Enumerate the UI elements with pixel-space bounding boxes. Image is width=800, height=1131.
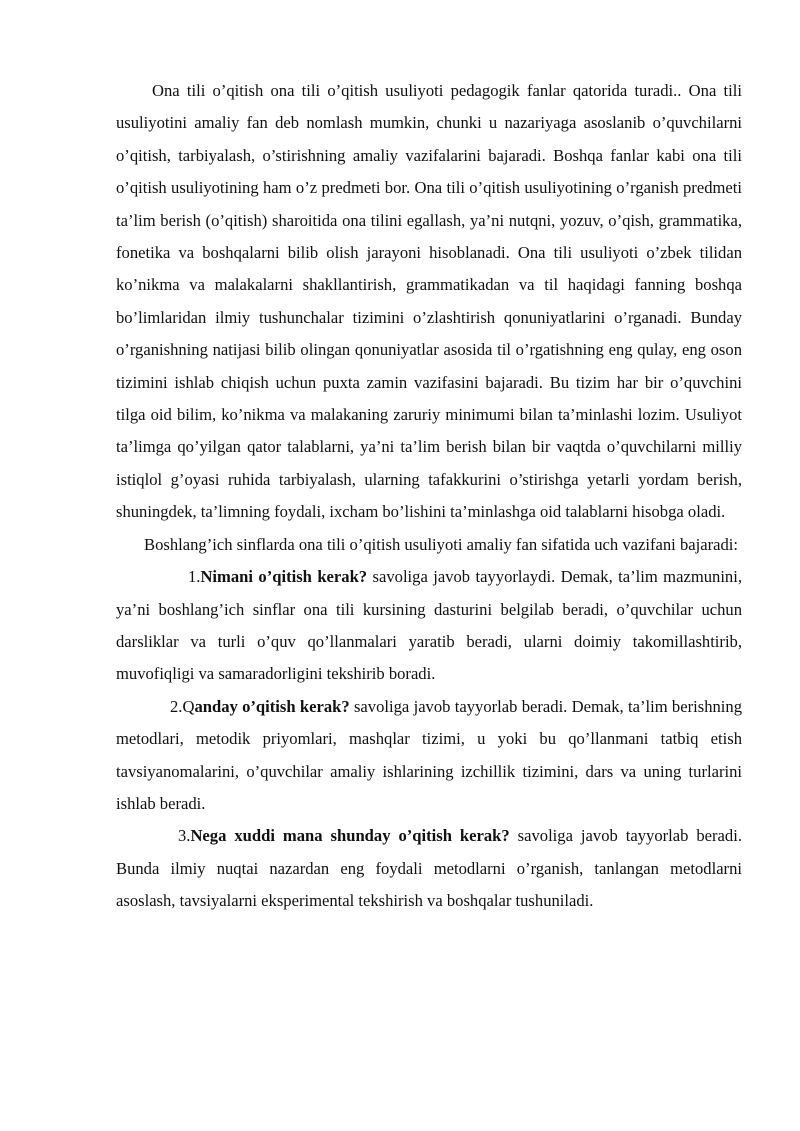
task-number-2: 2.Q [170, 696, 195, 716]
task-number-3: 3. [178, 826, 191, 846]
task-item-2 [116, 691, 742, 821]
task-text-2: savoliga javob tayyorlab beradi. Demak, ta’lim berishning metodlari, metodik priyomlari, mashqlar tizimi, u yoki bu qo’llanmani tatbiq etish tavsiyanomalarini, o’quvchilar amaliy ishlarining izchillik tizimini, dars va uning turlarini ishlab beradi. [116, 696, 742, 813]
tasks-intro-paragraph: Boshlang’ich sinflarda ona tili o’qitish usuliyoti amaliy fan sifatida uch vazifani bajaradi: [144, 534, 738, 554]
task-question-2: anday o’qitish kerak? [194, 696, 350, 716]
intro-paragraph: Ona tili o’qitish ona tili o’qitish usuliyoti pedagogik fanlar qatorida turadi.. Ona tili usuliyotini amaliy fan deb nomlash mumkin, chunki u nazariyaga asoslanib o’quvchilarni o’qitish, tarbiyalash, o’stirishning amaliy vazifalarini bajaradi. Boshqa fanlar kabi ona tili o’qitish usuliyotining ham o’z predmeti bor. Ona tili o’qitish usuliyotining o’rganish predmeti ta’lim berish (o’qitish) sharoitida ona tilini egallash, ya’ni nutqni, yozuv, o’qish, grammatika, fonetika va boshqalarni bilib olish jarayoni hisoblanadi. Ona tili usuliyoti o’zbek tilidan ko’nikma va malakalarni shakllantirish, grammatikadan va til haqidagi fanning boshqa bo’limlaridan ilmiy tushunchalar tizimini o’zlashtirish qonuniyatlarini o’rganadi. Bunday o’rganishning natijasi bilib olingan qonuniyatlar asosida til o’rgatishning eng qulay, eng oson tizimini ishlab chiqish uchun puxta zamin vazifasini bajaradi. Bu tizim har bir o’quvchini tilga oid bilim, ko’nikma va malakaning zaruriy minimumi bilan ta’minlashi lozim. Usuliyot ta’limga qo’yilgan qator talablarni, ya’ni ta’lim berish bilan bir vaqtda o’quvchilarni milliy istiqlol g’oyasi ruhida tarbiyalash, ularning tafakkurini o’stirishga yetarli yordam berish, shuningdek, ta’limning foydali, ixcham bo’lishini ta’minlashga oid talablarni hisobga oladi. [116, 81, 742, 522]
document-page [116, 75, 742, 918]
task-text-3: savoliga javob tayyorlab beradi. Bunda ilmiy nuqtai nazardan eng foydali metodlarni o’rganish, tanlangan metodlarni asoslash, tavsiyalarni eksperimental tekshirish va boshqalar tushuniladi. [116, 826, 742, 911]
task-text-1: savoliga javob tayyorlaydi. Demak, ta’lim mazmunini, ya’ni boshlang’ich sinflar ona tili kursining dasturini belgilab beradi, o’quvchilar uchun darsliklar va turli o’quv qo’llanmalari yaratib beradi, ularni doimiy takomillashtirib, muvofiqligi va samaradorligini tekshirib boradi. [116, 567, 742, 684]
task-question-3: Nega xuddi mana shunday o’qitish kerak? [190, 826, 510, 846]
task-question-1: Nimani o’qitish kerak? [200, 567, 368, 587]
task-number-1: 1. [188, 567, 201, 587]
task-item-1 [116, 561, 742, 691]
task-item-3 [116, 820, 742, 917]
